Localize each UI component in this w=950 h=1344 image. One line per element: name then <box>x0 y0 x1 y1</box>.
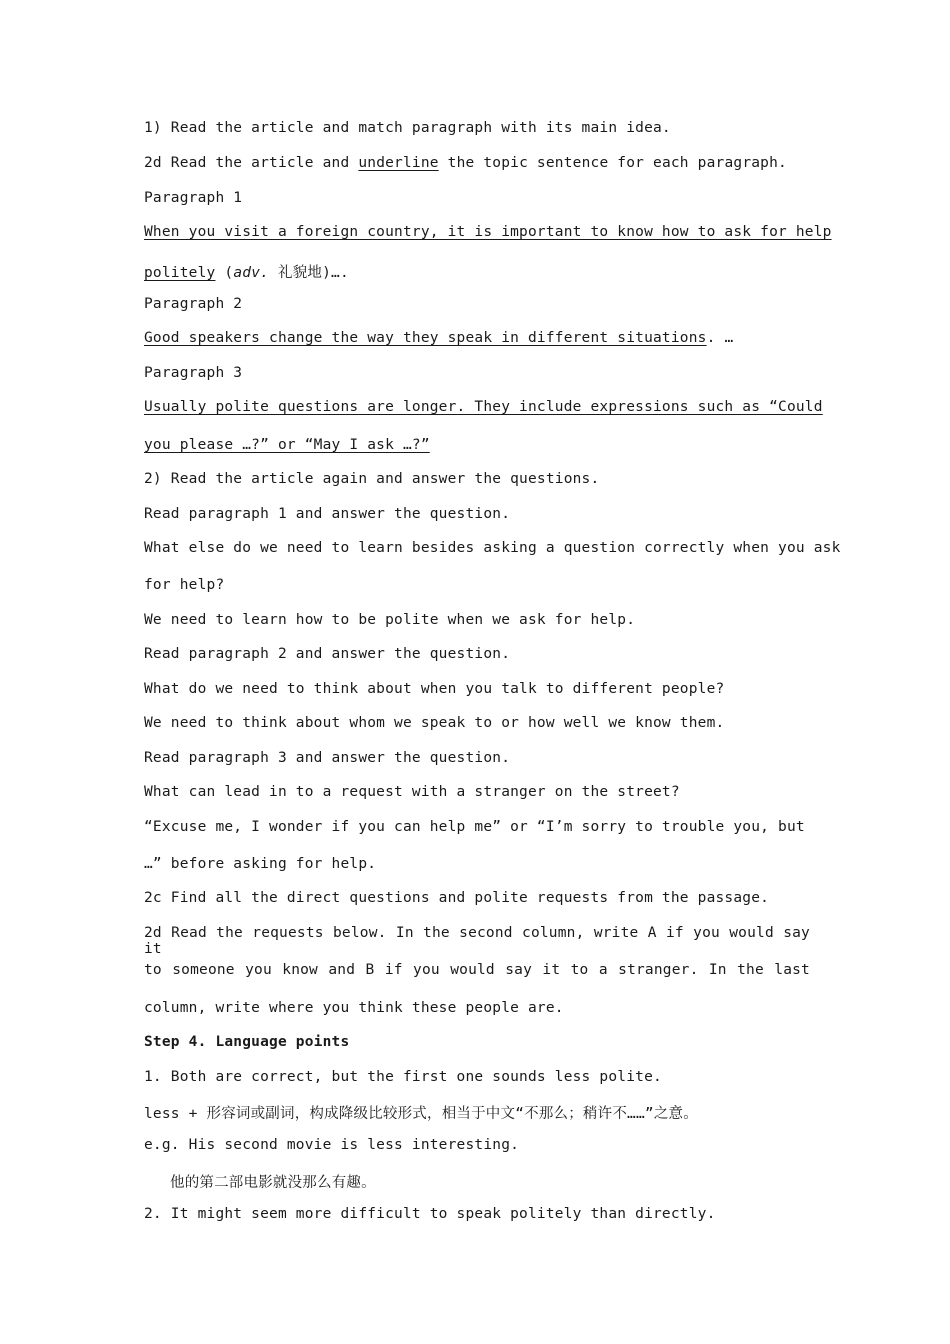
part-of-speech: adv. <box>233 265 270 281</box>
task-1-instruction: 1) Read the article and match paragraph with its main idea. <box>144 120 671 136</box>
task-2d-requests-instruction-end: column, write where you think these people are. <box>144 1000 564 1016</box>
text-segment: 2d Read the article and <box>144 155 359 171</box>
paragraph-1-topic-sentence-cont <box>144 261 810 282</box>
question-1-cont: for help? <box>144 577 225 593</box>
text-segment: the topic sentence for each paragraph. <box>438 155 787 171</box>
paragraph-3-topic-sentence: Usually polite questions are longer. They include expressions such as “Could <box>144 399 823 415</box>
task-2d-instruction <box>144 155 810 171</box>
text-segment: ( <box>215 265 234 281</box>
answer-3: “Excuse me, I wonder if you can help me” or “I’m sorry to trouble you, but <box>144 819 805 835</box>
answer-3-cont: …” before asking for help. <box>144 856 377 872</box>
paragraph-2-topic-sentence <box>144 330 810 346</box>
task-2-instruction: 2) Read the article again and answer the questions. <box>144 471 600 487</box>
paragraph-1-topic-sentence: When you visit a foreign country, it is important to know how to ask for help <box>144 224 832 240</box>
language-point-1: 1. Both are correct, but the first one sounds less polite. <box>144 1069 662 1085</box>
question-1-prompt: Read paragraph 1 and answer the question. <box>144 506 511 522</box>
example-sentence: e.g. His second movie is less interesting. <box>144 1137 520 1153</box>
answer-2: We need to think about whom we speak to or how well we know them. <box>144 715 725 731</box>
question-2-prompt: Read paragraph 2 and answer the question. <box>144 646 511 662</box>
text-segment: . … <box>706 330 734 346</box>
answer-1: We need to learn how to be polite when we ask for help. <box>144 612 636 628</box>
language-point-1-note: less + 形容词或副词，构成降级比较形式，相当于中文“不那么；稍许不……”之意。 <box>144 1106 698 1122</box>
question-1: What else do we need to learn besides asking a question correctly when you ask <box>144 540 841 556</box>
question-3: What can lead in to a request with a stranger on the street? <box>144 784 680 800</box>
underlined-sentence: Good speakers change the way they speak in different situations <box>144 330 707 346</box>
paragraph-2-heading: Paragraph 2 <box>144 296 243 312</box>
question-2: What do we need to think about when you talk to different people? <box>144 681 725 697</box>
underlined-word: underline <box>358 155 439 171</box>
paragraph-3-heading: Paragraph 3 <box>144 365 243 381</box>
paragraph-1-heading: Paragraph 1 <box>144 190 243 206</box>
underlined-word: politely <box>144 265 216 281</box>
example-translation: 他的第二部电影就没那么有趣。 <box>170 1175 376 1191</box>
question-3-prompt: Read paragraph 3 and answer the question. <box>144 750 511 766</box>
text-segment: 礼貌地)…. <box>269 265 349 281</box>
paragraph-3-topic-sentence-cont: you please …?” or “May I ask …?” <box>144 437 430 453</box>
step-4-heading: Step 4. Language points <box>144 1034 350 1050</box>
language-point-2: 2. It might seem more difficult to speak politely than directly. <box>144 1206 716 1222</box>
task-2d-requests-instruction: 2d Read the requests below. In the second column, write A if you would say it <box>144 925 810 957</box>
task-2c-instruction: 2c Find all the direct questions and polite requests from the passage. <box>144 890 770 906</box>
task-2d-requests-instruction-cont: to someone you know and B if you would say it to a stranger. In the last <box>144 962 810 978</box>
